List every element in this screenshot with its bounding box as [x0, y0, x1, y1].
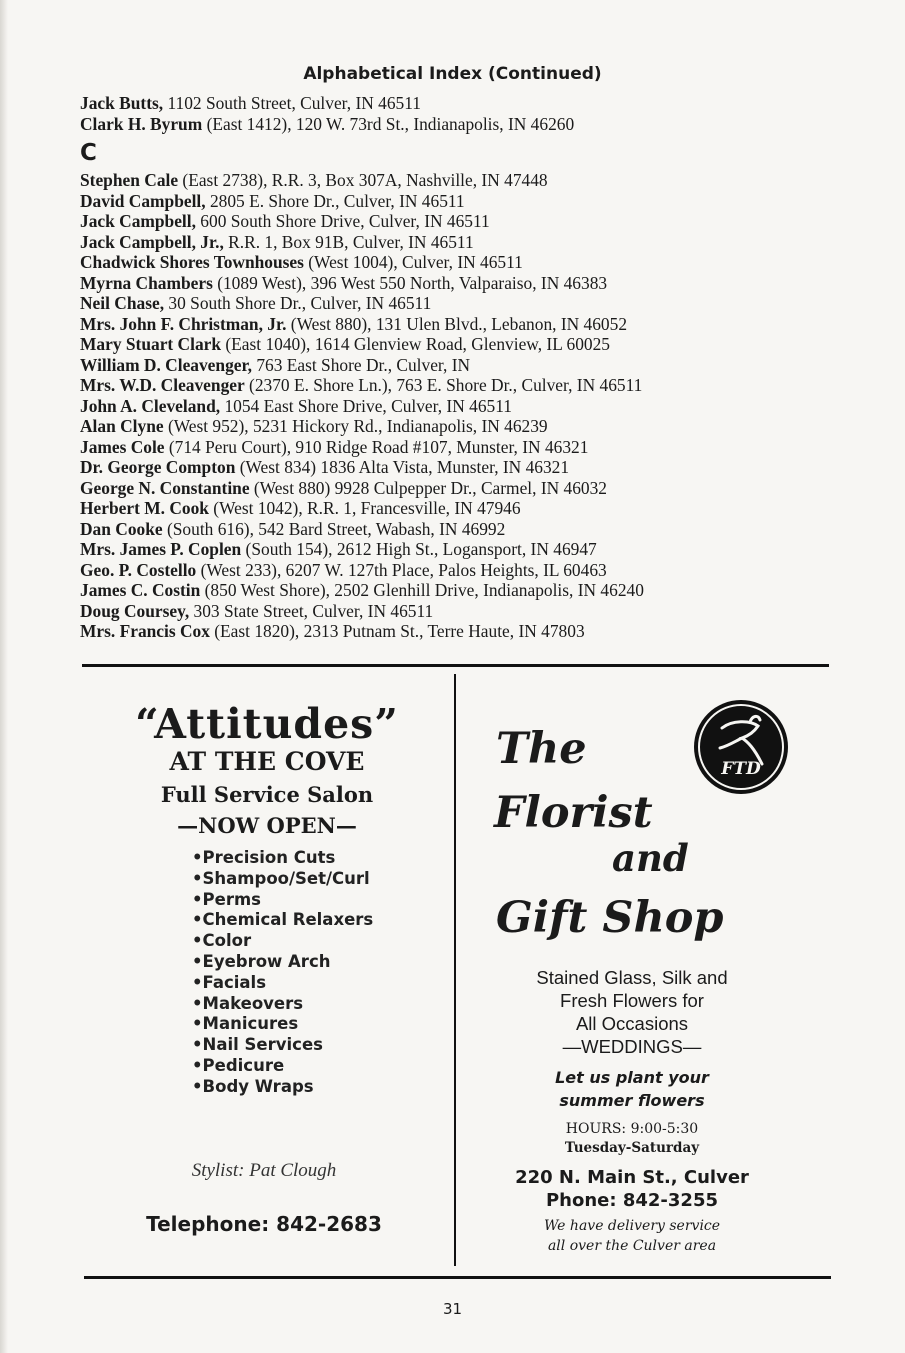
service-item: •Shampoo/Set/Curl: [192, 868, 370, 888]
bottom-divider: [84, 1276, 831, 1279]
service-item: •Precision Cuts: [192, 848, 336, 867]
florist-promo-line: summer flowers: [559, 1091, 705, 1110]
entry-detail: (East 1040), 1614 Glenview Road, Glenview, IL 60025: [221, 334, 610, 354]
florist-title-and: and: [612, 836, 689, 880]
index-entry: [80, 273, 870, 294]
entry-detail: (East 2738), R.R. 3, Box 307A, Nashville, IN 47448: [178, 170, 548, 190]
attitudes-now-open: —NOW OPEN—: [177, 813, 357, 838]
entry-detail: (South 154), 2612 High St., Logansport, IN 46947: [241, 539, 597, 559]
ftd-logo-text: FTD: [721, 759, 761, 779]
florist-title-the: The: [496, 724, 587, 774]
entry-name: James C. Costin: [80, 580, 201, 600]
index-entry: [80, 457, 870, 478]
service-item: •Chemical Relaxers: [192, 910, 374, 930]
florist-description-line: Fresh Flowers for: [560, 990, 704, 1011]
index-entry: [80, 211, 870, 232]
entry-name: John A. Cleveland,: [80, 395, 221, 416]
entry-name: Stephen Cale: [80, 170, 179, 190]
index-entry: [80, 375, 870, 396]
entry-detail: (850 West Shore), 2502 Glenhill Drive, Indianapolis, IN 46240: [200, 580, 644, 600]
florist-description-line: —WEDDINGS—: [562, 1036, 702, 1057]
index-title: Alphabetical Index (Continued): [303, 64, 602, 84]
index-entry: [80, 293, 870, 314]
index-entry: [80, 355, 870, 376]
entry-name: David Campbell,: [80, 190, 206, 211]
entry-name: Dr. George Compton: [80, 457, 236, 477]
florist-delivery: [462, 1216, 802, 1256]
entry-name: Jack Campbell,: [80, 211, 196, 231]
attitudes-subtitle: AT THE COVE: [169, 747, 365, 776]
page-number: 31: [442, 1300, 463, 1318]
service-item: •Pedicure: [192, 1055, 285, 1075]
entry-detail: 763 East Shore Dr., Culver, IN: [251, 354, 471, 375]
index-entry: [80, 314, 870, 335]
entry-name: Mrs. W.D. Cleavenger: [80, 375, 245, 395]
index-entry: [80, 478, 870, 499]
florist-delivery-line: We have delivery service: [543, 1218, 721, 1234]
florist-description: [462, 966, 802, 1058]
entry-name: Alan Clyne: [80, 416, 164, 436]
entry-name: Geo. P. Costello: [80, 559, 197, 580]
entry-detail: (West 1004), Culver, IN 46511: [303, 252, 523, 272]
services-list: [192, 848, 442, 1098]
entry-detail: (South 616), 542 Bard Street, Wabash, IN 46992: [162, 518, 506, 539]
florist-address: 220 N. Main St., Culver: [515, 1167, 749, 1188]
entry-name: Doug Coursey,: [80, 600, 190, 621]
entry-detail: (714 Peru Court), 910 Ridge Road #107, Munster, IN 46321: [164, 436, 589, 457]
entry-name: Dan Cooke: [80, 518, 163, 539]
florist-hours-block: [462, 1120, 802, 1158]
entry-detail: 303 State Street, Culver, IN 46511: [189, 600, 434, 621]
entry-detail: 600 South Shore Drive, Culver, IN 46511: [195, 211, 490, 231]
index-entry: [80, 170, 870, 191]
service-item: •Body Wraps: [192, 1076, 314, 1096]
entry-detail: (East 1412), 120 W. 73rd St., Indianapolis, IN 46260: [202, 113, 575, 134]
entry-detail: 2805 E. Shore Dr., Culver, IN 46511: [205, 190, 465, 211]
ftd-logo-icon: [692, 698, 790, 796]
entry-detail: (West 880), 131 Ulen Blvd., Lebanon, IN 46052: [286, 313, 628, 334]
top-divider: [82, 664, 829, 667]
entry-detail: (1089 West), 396 West 550 North, Valparaiso, IN 46383: [212, 272, 608, 293]
attitudes-ad: [82, 700, 452, 1098]
index-entry: [80, 114, 870, 135]
attitudes-telephone: Telephone: 842-2683: [146, 1212, 382, 1236]
entry-name: Jack Butts,: [80, 93, 164, 113]
florist-hours: HOURS: 9:00-5:30: [565, 1121, 699, 1137]
index-entry: [80, 621, 870, 642]
entries-b-list: [80, 93, 870, 134]
entry-name: Mrs. John F. Christman, Jr.: [80, 313, 287, 334]
service-item: •Eyebrow Arch: [192, 951, 331, 971]
entry-name: Mrs. James P. Coplen: [80, 539, 242, 559]
index-entry: [80, 396, 870, 417]
entry-detail: R.R. 1, Box 91B, Culver, IN 46511: [223, 231, 474, 252]
entry-detail: (West 834) 1836 Alta Vista, Munster, IN 46321: [235, 457, 570, 477]
entry-detail: (West 880) 9928 Culpepper Dr., Carmel, IN 46032: [249, 477, 608, 498]
page-edge-shadow: [0, 0, 8, 1353]
index-entry: [80, 539, 870, 560]
index-entry: [80, 416, 870, 437]
attitudes-tagline: Full Service Salon: [160, 782, 374, 807]
index-entries: [80, 93, 870, 642]
florist-promo-line: Let us plant your: [555, 1068, 709, 1087]
entry-detail: (West 233), 6207 W. 127th Place, Palos Heights, IL 60463: [196, 559, 607, 580]
index-entry: [80, 601, 870, 622]
florist-title-gift-shop: Gift Shop: [496, 893, 724, 943]
vertical-divider: [454, 674, 456, 1266]
entry-name: Herbert M. Cook: [80, 498, 209, 518]
index-entry: [80, 498, 870, 519]
index-entry: [80, 580, 870, 601]
stylist-credit: Stylist: Pat Clough: [191, 1160, 337, 1181]
service-item: •Perms: [192, 889, 261, 909]
florist-description-line: Stained Glass, Silk and: [536, 967, 728, 988]
entry-name: Mary Stuart Clark: [80, 334, 222, 354]
florist-promo: [462, 1066, 802, 1112]
entry-name: George N. Constantine: [80, 477, 250, 498]
florist-delivery-line: all over the Culver area: [547, 1238, 717, 1254]
entry-detail: 1054 East Shore Drive, Culver, IN 46511: [220, 395, 512, 416]
entry-detail: 30 South Shore Dr., Culver, IN 46511: [164, 293, 432, 313]
entry-name: Clark H. Byrum: [80, 113, 203, 134]
entry-detail: (East 1820), 2313 Putnam St., Terre Haute, IN 47803: [209, 621, 585, 641]
index-entry: [80, 560, 870, 581]
florist-days: Tuesday-Saturday: [564, 1140, 700, 1156]
section-letter: C: [80, 140, 97, 166]
service-item: •Color: [192, 931, 252, 951]
attitudes-title: “Attitudes”: [135, 700, 399, 748]
entry-name: Jack Campbell, Jr.,: [80, 231, 224, 252]
index-entry: [80, 334, 870, 355]
index-entry: [80, 437, 870, 458]
index-entry: [80, 232, 870, 253]
service-item: •Facials: [192, 972, 267, 992]
entry-detail: (West 1042), R.R. 1, Francesville, IN 47946: [208, 498, 521, 518]
florist-title-florist: Florist: [494, 788, 653, 838]
florist-description-line: All Occasions: [575, 1013, 689, 1034]
florist-phone: Phone: 842-3255: [545, 1190, 718, 1211]
entry-detail: (West 952), 5231 Hickory Rd., Indianapolis, IN 46239: [163, 416, 548, 436]
florist-contact: [462, 1166, 802, 1212]
service-item: •Manicures: [192, 1014, 299, 1034]
entry-name: Chadwick Shores Townhouses: [80, 252, 304, 272]
index-entry: [80, 191, 870, 212]
entries-c-list: [80, 170, 870, 642]
service-item: •Nail Services: [192, 1035, 323, 1055]
entry-name: Myrna Chambers: [80, 272, 213, 293]
entry-name: James Cole: [80, 436, 165, 457]
index-entry: [80, 93, 870, 114]
entry-name: Mrs. Francis Cox: [80, 621, 210, 641]
entry-detail: (2370 E. Shore Ln.), 763 E. Shore Dr., Culver, IN 46511: [244, 375, 643, 395]
index-entry: [80, 519, 870, 540]
index-entry: [80, 252, 870, 273]
entry-name: Neil Chase,: [80, 293, 165, 313]
service-item: •Makeovers: [192, 993, 304, 1013]
entry-name: William D. Cleavenger,: [80, 354, 252, 375]
entry-detail: 1102 South Street, Culver, IN 46511: [163, 93, 421, 113]
